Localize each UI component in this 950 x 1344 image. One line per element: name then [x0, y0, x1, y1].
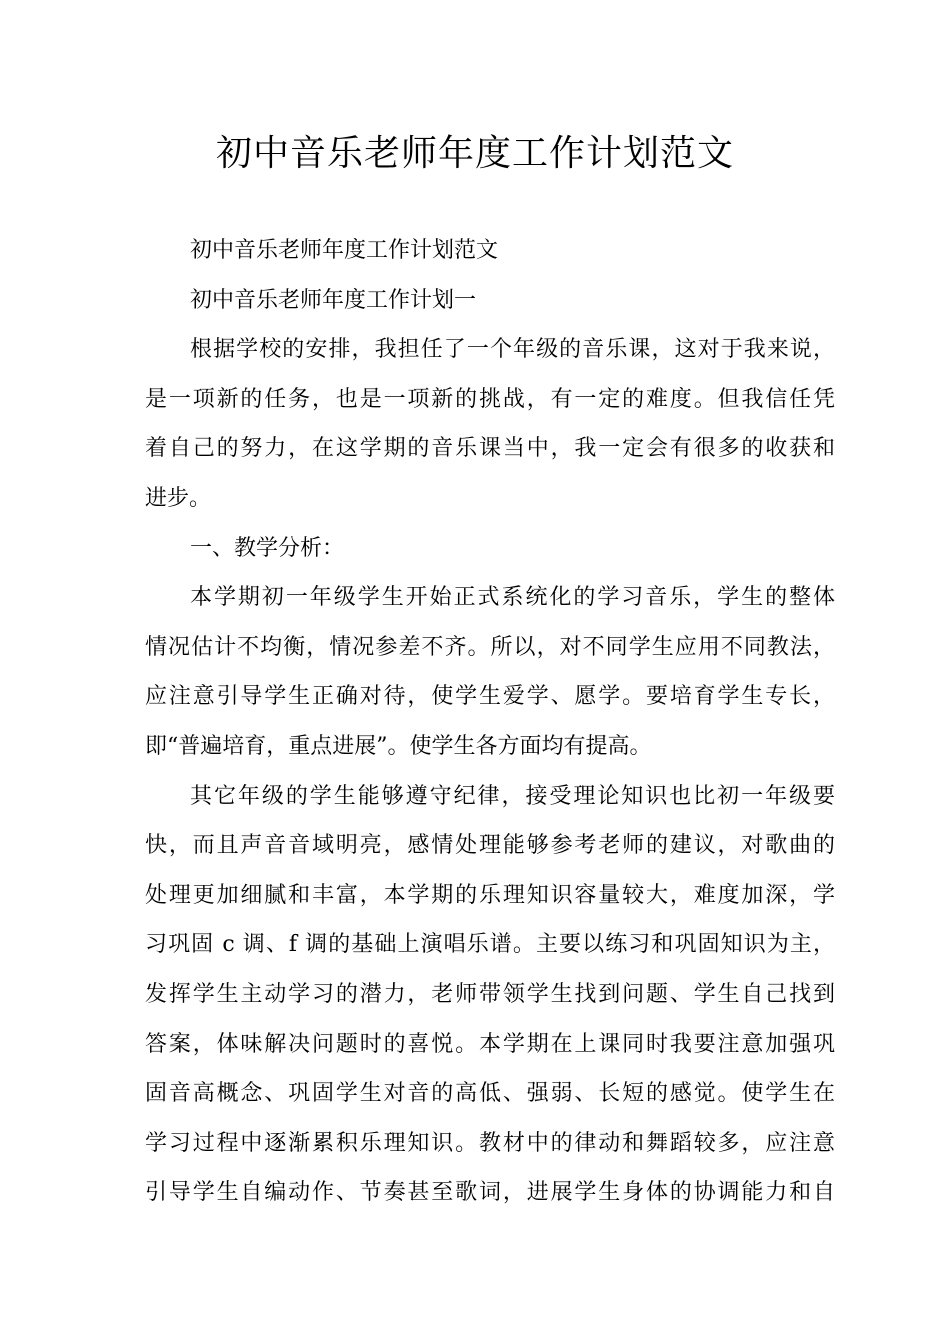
body-line: 根据学校的安排，我担任了一个年级的音乐课，这对于我来说，: [190, 337, 835, 363]
body-line: 其它年级的学生能够遵守纪律，接受理论知识也比初一年级要: [190, 783, 835, 809]
body-line: 初中音乐老师年度工作计划一: [190, 287, 477, 313]
body-line: 即“普遍培育，重点进展”。使学生各方面均有提高。: [145, 733, 652, 759]
body-line: 答案，体味解决问题时的喜悦。本学期在上课同时我要注意加强巩: [145, 1031, 835, 1057]
body-line: 是一项新的任务，也是一项新的挑战，有一定的难度。但我信任凭: [145, 386, 835, 412]
body-line: 固音高概念、巩固学生对音的高低、强弱、长短的感觉。使学生在: [145, 1081, 835, 1107]
body-line: 习巩固 c 调、f 调的基础上演唱乐谱。主要以练习和巩固知识为主，: [145, 932, 835, 958]
body-line: 着自己的努力，在这学期的音乐课当中，我一定会有很多的收获和: [145, 436, 835, 462]
body-line: 一、教学分析：: [190, 535, 345, 561]
body-line: 处理更加细腻和丰富，本学期的乐理知识容量较大，难度加深，学: [145, 882, 835, 908]
body-line: 发挥学生主动学习的潜力，老师带领学生找到问题、学生自己找到: [145, 981, 835, 1007]
body-line: 引导学生自编动作、节奏甚至歌词，进展学生身体的协调能力和自: [145, 1180, 835, 1206]
document-body: [145, 226, 835, 1218]
body-line: 快，而且声音音域明亮，感情处理能够参考老师的建议，对歌曲的: [145, 833, 835, 859]
body-line: 学习过程中逐渐累积乐理知识。教材中的律动和舞蹈较多，应注意: [145, 1130, 835, 1156]
body-line: 本学期初一年级学生开始正式系统化的学习音乐，学生的整体: [190, 585, 835, 611]
body-line: 进步。: [145, 485, 212, 511]
body-line: 应注意引导学生正确对待，使学生爱学、愿学。要培育学生专长，: [145, 684, 835, 710]
body-line: 初中音乐老师年度工作计划范文: [190, 238, 499, 263]
body-line: 情况估计不均衡，情况参差不齐。所以，对不同学生应用不同教法，: [145, 634, 835, 660]
document-title: 初中音乐老师年度工作计划范文: [215, 133, 734, 174]
